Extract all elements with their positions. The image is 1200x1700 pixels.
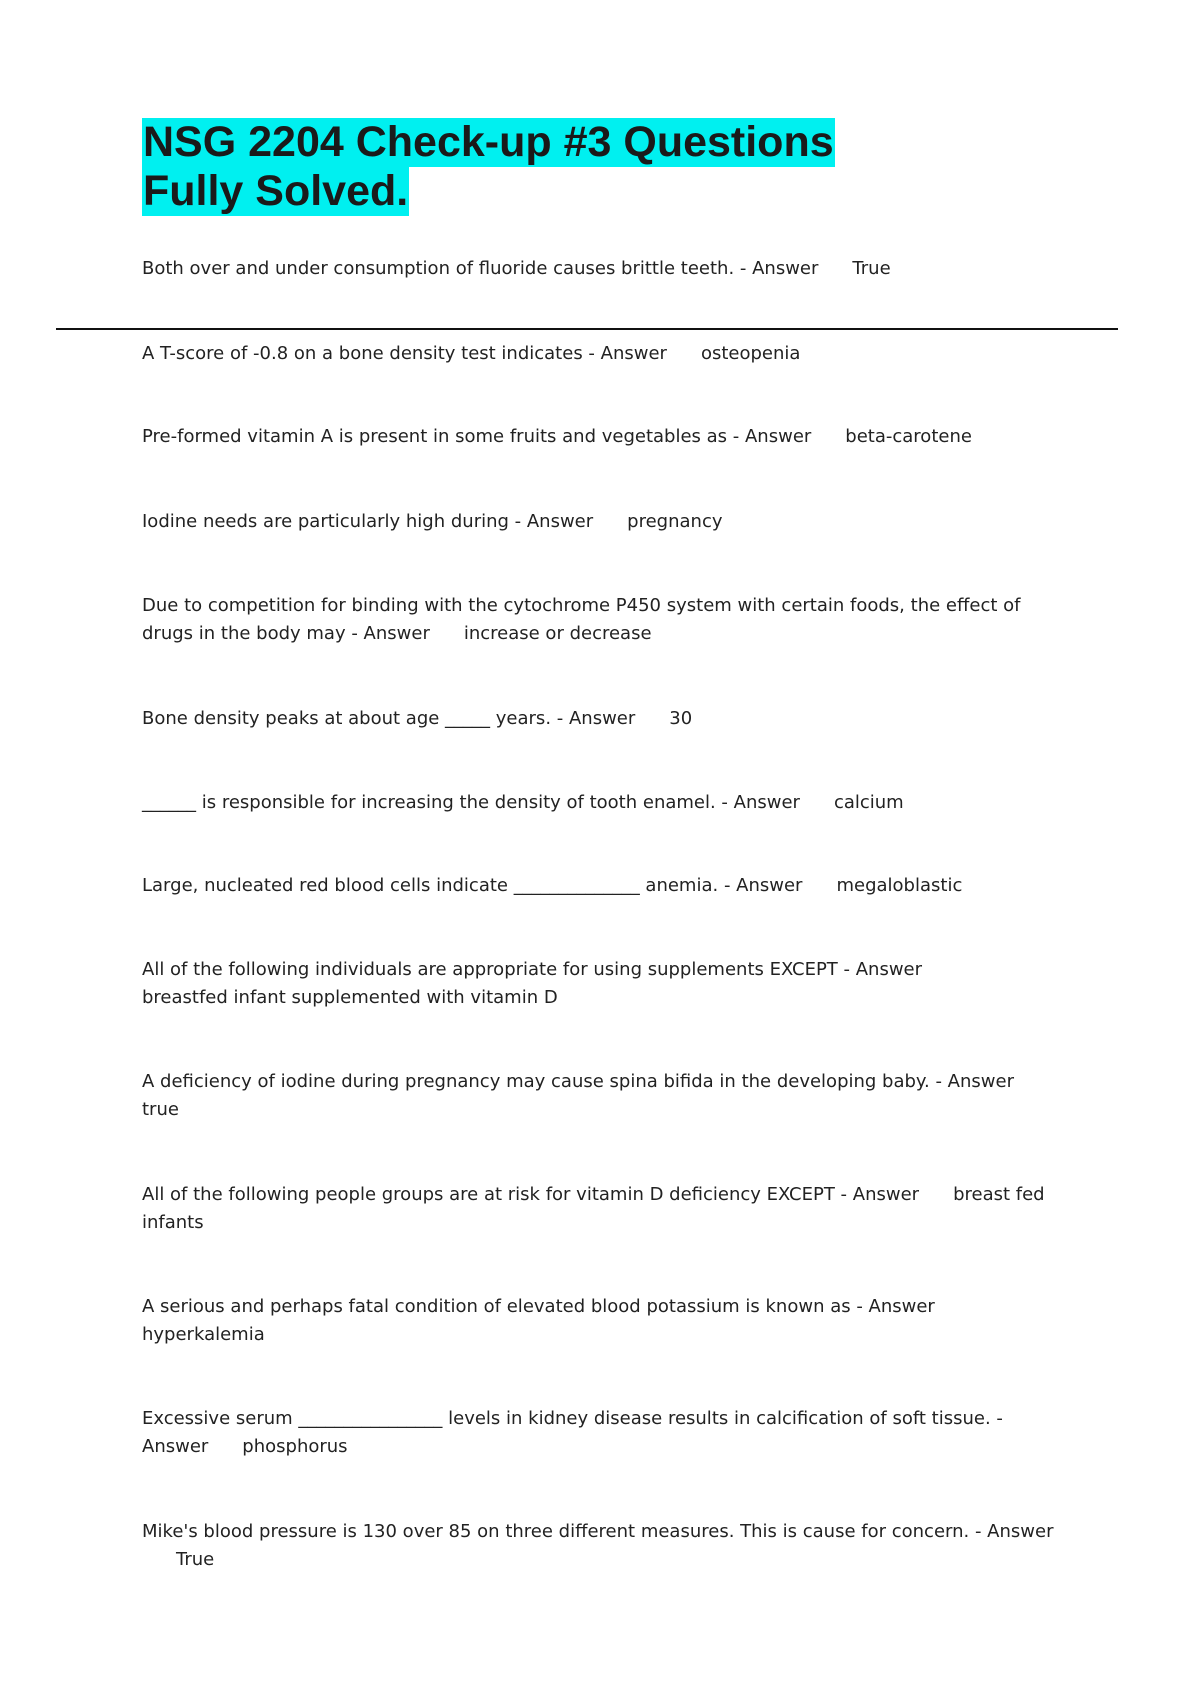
title-line-1: NSG 2204 Check-up #3 Questions <box>143 118 834 166</box>
qa-item-4 <box>142 508 1062 536</box>
answer-text: True <box>176 1549 215 1570</box>
question-text: Large, nucleated red blood cells indicate ______________ anemia. - Answer <box>142 875 803 896</box>
qa-item-13 <box>142 1405 1062 1461</box>
qa-item-5 <box>142 592 1062 648</box>
question-text: Due to competition for binding with the cytochrome P450 system with certain foods, the effect of drugs in the body may - Answer <box>142 595 1021 644</box>
qa-item-2 <box>142 340 1062 368</box>
question-text: Excessive serum ________________ levels in kidney disease results in calcification of soft tissue. - Answer <box>142 1408 1003 1457</box>
qa-item-8 <box>142 872 1062 900</box>
question-text: Pre-formed vitamin A is present in some fruits and vegetables as - Answer <box>142 426 812 447</box>
answer-text: pregnancy <box>627 511 723 532</box>
qa-item-1 <box>142 255 1062 283</box>
question-text: Bone density peaks at about age _____ years. - Answer <box>142 708 636 729</box>
answer-text: phosphorus <box>242 1436 348 1457</box>
qa-item-12 <box>142 1293 1062 1349</box>
document-title <box>142 118 942 216</box>
question-text: A deficiency of iodine during pregnancy may cause spina bifida in the developing baby. - Answer <box>142 1071 1014 1092</box>
qa-item-3 <box>142 423 1062 451</box>
qa-item-10 <box>142 1068 1062 1124</box>
answer-text: True <box>852 258 891 279</box>
answer-text: 30 <box>669 708 693 729</box>
question-text: All of the following people groups are at risk for vitamin D deficiency EXCEPT - Answer <box>142 1184 920 1205</box>
answer-text: hyperkalemia <box>142 1324 265 1345</box>
qa-item-14 <box>142 1518 1062 1574</box>
answer-text: osteopenia <box>700 343 801 364</box>
question-text: Mike's blood pressure is 130 over 85 on three different measures. This is cause for concern. - Answer <box>142 1521 1054 1542</box>
answer-text: calcium <box>833 792 904 813</box>
answer-text: true <box>142 1099 179 1120</box>
qa-item-6 <box>142 705 1062 733</box>
answer-text: beta-carotene <box>845 426 972 447</box>
answer-text: megaloblastic <box>836 875 963 896</box>
qa-item-7 <box>142 789 1062 817</box>
answer-text: breastfed infant supplemented with vitamin D <box>142 987 558 1008</box>
title-line-2: Fully Solved. <box>143 167 409 215</box>
answer-text: breast fed infants <box>142 1184 1045 1233</box>
question-text: ______ is responsible for increasing the density of tooth enamel. - Answer <box>142 792 800 813</box>
qa-item-9 <box>142 956 1062 1012</box>
section-divider <box>56 328 1118 330</box>
answer-text: increase or decrease <box>463 623 652 644</box>
question-text: Iodine needs are particularly high during - Answer <box>142 511 594 532</box>
question-text: Both over and under consumption of fluoride causes brittle teeth. - Answer <box>142 258 819 279</box>
question-text: All of the following individuals are appropriate for using supplements EXCEPT - Answer <box>142 959 923 980</box>
qa-item-11 <box>142 1181 1062 1237</box>
question-text: A serious and perhaps fatal condition of elevated blood potassium is known as - Answer <box>142 1296 935 1317</box>
question-text: A T-score of -0.8 on a bone density test indicates - Answer <box>142 343 667 364</box>
